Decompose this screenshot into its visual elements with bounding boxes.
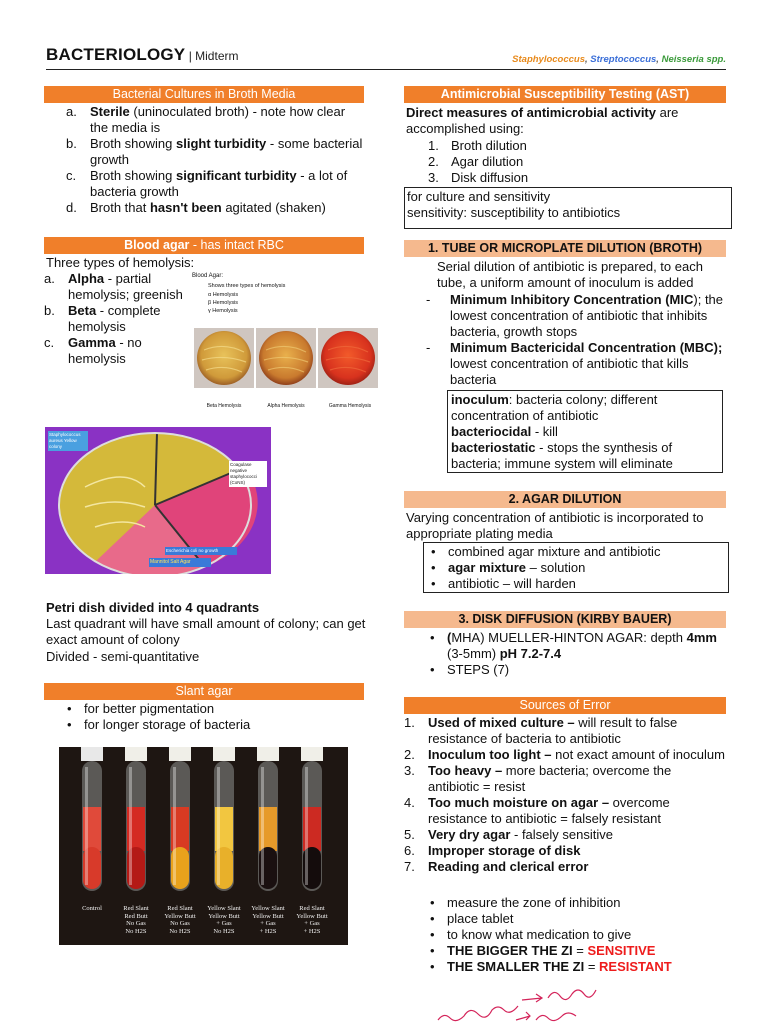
figure-type-alpha: α Hemolysis — [208, 292, 239, 298]
ast-lead-rest: are accomplished using: — [406, 105, 679, 136]
list-item — [404, 795, 726, 827]
list-marker: 1. — [404, 715, 415, 730]
list-item-0-text-0: Minimum Inhibitory Concentration (MIC — [450, 292, 694, 307]
list-item-2-text-0: antibiotic – will harden — [448, 576, 576, 591]
list-item-1-text-1: – solution — [526, 560, 586, 575]
tube-label-line: Yellow Butt — [164, 912, 196, 920]
list-item-1-text-1: not exact amount of inoculum — [551, 747, 725, 762]
note-line-1-text-1: - kill — [531, 424, 558, 439]
ast-note-box — [404, 187, 732, 229]
list-item-text: Broth dilution — [451, 138, 527, 153]
list-item — [426, 292, 728, 340]
tube-label-line: No H2S — [125, 927, 147, 935]
list-item-1-text-1: lowest concentration of antibiotic that kills bacteria — [450, 356, 689, 387]
list-marker: • — [430, 943, 435, 958]
list-marker: 7. — [404, 859, 415, 874]
list-item-4-text-2: RESISTANT — [599, 959, 672, 974]
list-marker: • — [67, 717, 72, 732]
note-line-1-text-0: bacteriocidal — [451, 424, 532, 439]
list-item-text: for better pigmentation — [84, 701, 215, 716]
ast-lead-bold: Direct measures of antimicrobial activity — [406, 105, 656, 120]
list-marker: 1. — [428, 138, 439, 153]
list-marker: • — [430, 927, 435, 942]
list-item — [404, 715, 726, 747]
disk-list — [423, 630, 729, 678]
list-item-1-text-0: Inoculum too light – — [428, 747, 552, 762]
caption-gamma: Gamma Hemolysis — [328, 403, 372, 409]
tube-0 — [81, 747, 103, 891]
list-marker: 2. — [404, 747, 415, 762]
list-item — [66, 136, 366, 168]
list-item — [424, 560, 728, 576]
slant-list — [60, 701, 360, 733]
note-line-2-text-1: - stops the synthesis of bacteria; immune system will eliminate — [451, 440, 673, 471]
error-sublist — [423, 895, 729, 975]
list-marker: c. — [66, 168, 77, 183]
page-header — [46, 47, 726, 69]
ast-heading: Antimicrobial Susceptibility Testing (AST) — [404, 86, 726, 103]
tube-label-line: + H2S — [303, 927, 321, 935]
label-msa: Mannitol Salt Agar — [149, 558, 211, 567]
error-list — [404, 715, 726, 875]
list-item-text: Agar dilution — [451, 154, 524, 169]
list-item-0-text-1: - partial hemolysis; greenish — [68, 271, 183, 302]
list-item-4-text-0: Very dry agar — [428, 827, 511, 842]
tube-label-line: + Gas — [216, 920, 232, 927]
list-item-0-text-1: MHA) MUELLER-HINTON AGAR: depth — [451, 630, 687, 645]
document-title: BACTERIOLOGY — [46, 45, 186, 64]
figure-desc: Shows three types of hemolysis — [208, 283, 286, 289]
list-item — [66, 104, 366, 136]
blood-agar-intro: Three types of hemolysis: — [46, 255, 195, 270]
list-item — [60, 717, 360, 733]
organism-2: Streptococcus — [590, 54, 657, 65]
tube-2 — [169, 747, 191, 891]
tube-label-line: Yellow Slant — [251, 905, 285, 912]
list-item — [423, 630, 729, 662]
list-item-3-text-1: hasn't been — [149, 200, 222, 215]
list-item — [423, 943, 729, 959]
tube-label-line: No H2S — [169, 927, 191, 935]
list-item — [404, 154, 704, 170]
list-item — [404, 827, 726, 843]
blood-agar-heading — [44, 237, 364, 254]
list-item-4-text-1: = — [584, 959, 600, 974]
tube-label-2 — [158, 905, 202, 935]
list-item-2-text-0: Too heavy – — [428, 763, 503, 778]
agar-box — [423, 542, 729, 593]
list-item-0-text-2: 4mm — [686, 630, 717, 645]
ast-lead — [406, 105, 724, 137]
tube-label-line: Control — [82, 905, 102, 912]
organism-4: Neisseria spp. — [661, 54, 726, 65]
petri-line-1: Last quadrant will have small amount of colony; can get exact amount of colony — [46, 616, 366, 647]
tube-intro: Serial dilution of antibiotic is prepared, to each tube, a uniform amount of inoculum is added — [437, 259, 703, 290]
ast-note-2: sensitivity: susceptibility to antibiotics — [407, 205, 621, 220]
ast-methods — [404, 138, 704, 186]
list-marker: - — [426, 340, 431, 355]
tube-label-line: Yellow Butt — [208, 912, 240, 920]
list-item-4-text-0: THE SMALLER THE ZI — [447, 959, 585, 974]
list-marker: • — [430, 895, 435, 910]
figure-type-gamma: γ Hemolysis — [208, 308, 238, 314]
list-item-1-text-1: - complete hemolysis — [68, 303, 161, 334]
tube-label-5 — [290, 905, 334, 935]
petri-line-2: Divided - semi-quantitative — [46, 649, 200, 664]
caption-alpha: Alpha Hemolysis — [267, 403, 305, 409]
list-item-2-text-1: - no hemolysis — [68, 335, 142, 366]
list-item-0-text-0: Sterile — [90, 104, 130, 119]
list-item-0-text-0: Alpha — [68, 271, 105, 286]
list-item-1-text-0: agar mixture — [448, 560, 527, 575]
list-item-0-text-1: (uninoculated broth) - note how clear the media is — [90, 104, 346, 135]
list-item — [66, 168, 366, 200]
list-marker: • — [67, 701, 72, 716]
list-item-1-text-2: - some bacterial growth — [90, 136, 363, 167]
list-marker: • — [430, 662, 435, 677]
list-item-1-text-0: STEPS (7) — [447, 662, 510, 677]
caption-beta: Beta Hemolysis — [206, 403, 242, 409]
tube-label-line: No Gas — [126, 920, 146, 927]
tube-label-line: No Gas — [170, 920, 190, 927]
note-line — [451, 392, 719, 424]
label-staph-aureus: Staphylococcus aureus Yellow colony — [48, 431, 88, 451]
list-item-0-text-0: Used of mixed culture – — [428, 715, 575, 730]
list-item-3-text-2: SENSITIVE — [587, 943, 656, 958]
document-subtitle: | Midterm — [185, 49, 239, 63]
list-marker: • — [431, 560, 436, 575]
list-item-2-text-1: significant turbidity — [176, 168, 297, 183]
list-item-1-text-0: Minimum Bactericidal Concentration (MBC); — [450, 340, 723, 355]
list-marker: • — [431, 576, 436, 591]
list-marker: c. — [44, 335, 55, 350]
note-line-0-text-1: : bacteria colony; different concentration of antibiotic — [451, 392, 658, 423]
tube-label-line: + Gas — [260, 920, 276, 927]
list-item-0-text-1: ); the lowest concentration of antibiotic that inhibits bacteria, growth stops — [450, 292, 724, 339]
list-marker: b. — [44, 303, 55, 318]
list-item-0-text-0: combined agar mixture and antibiotic — [448, 544, 661, 559]
tube-label-line: + Gas — [304, 920, 320, 927]
list-item-1-text-0: Beta — [68, 303, 97, 318]
organism-3: , — [656, 54, 662, 65]
label-ecoli: Escherichia coli no growth — [165, 547, 237, 555]
disk-diffusion-heading: 3. DISK DIFFUSION (KIRBY BAUER) — [404, 611, 726, 628]
tube-label-line: Red Butt — [124, 912, 148, 920]
list-item — [66, 200, 366, 216]
list-item-3-text-1: = — [572, 943, 588, 958]
list-item-4-text-1: - falsely sensitive — [510, 827, 613, 842]
tube-note-box — [447, 390, 723, 473]
list-item-text: for longer storage of bacteria — [84, 717, 251, 732]
list-marker: 2. — [428, 154, 439, 169]
list-item-2-text-0: Broth showing — [90, 168, 176, 183]
label-cons: Coagulase negative staphylococci (CoNS) — [229, 461, 267, 487]
list-item — [423, 911, 729, 927]
tube-label-line: No H2S — [213, 927, 235, 935]
list-marker: a. — [66, 104, 77, 119]
tube-list — [426, 292, 728, 388]
list-item — [423, 895, 729, 911]
list-item-1-text-0: Broth showing — [90, 136, 176, 151]
list-item-2-text-2: - a lot of bacteria growth — [90, 168, 348, 199]
list-item-text: Disk diffusion — [451, 170, 529, 185]
tube-label-0 — [70, 905, 114, 913]
list-item-2-text-0: Gamma — [68, 335, 116, 350]
blood-agar-heading-bold: Blood agar — [124, 238, 190, 252]
note-line-2-text-0: bacteriostatic — [451, 440, 536, 455]
tube-label-4 — [246, 905, 290, 935]
petri-heading: Petri dish divided into 4 quadrants — [46, 600, 260, 615]
list-item — [44, 303, 184, 335]
list-item-1-text-0: place tablet — [447, 911, 514, 926]
list-marker: 3. — [404, 763, 415, 778]
list-item-0-text-3: (3-5mm) — [447, 646, 500, 661]
list-item — [404, 170, 704, 186]
list-item — [404, 843, 726, 859]
organism-0: Staphylococcus — [512, 54, 586, 65]
list-marker: • — [431, 544, 436, 559]
list-item-0-text-1: will result to false resistance of bacteria to antibiotic — [428, 715, 678, 746]
tube-label-line: + H2S — [259, 927, 277, 935]
list-marker: 4. — [404, 795, 415, 810]
ast-note-1: for culture and sensitivity — [407, 189, 551, 204]
tube-label-3 — [202, 905, 246, 935]
list-item-0-text-0: ( — [447, 630, 452, 645]
note-line — [451, 424, 719, 440]
list-item — [60, 701, 360, 717]
list-item-0-text-4: pH 7.2-7.4 — [499, 646, 562, 661]
list-item-3-text-0: THE BIGGER THE ZI — [447, 943, 573, 958]
list-item-3-text-0: Too much moisture on agar – — [428, 795, 610, 810]
note-line — [451, 440, 719, 472]
tube-label-line: Red Slant — [167, 905, 193, 912]
list-marker: d. — [66, 200, 77, 215]
note-line-0-text-0: inoculum — [451, 392, 509, 407]
tube-label-line: Yellow Butt — [252, 912, 284, 920]
list-item — [423, 662, 729, 678]
list-marker: 5. — [404, 827, 415, 842]
list-marker: • — [430, 911, 435, 926]
list-marker: 3. — [428, 170, 439, 185]
blood-agar-figure — [190, 270, 382, 410]
hemolysis-list — [44, 271, 184, 367]
list-item-3-text-1: overcome resistance to antibiotic = falsely resistant — [428, 795, 670, 826]
list-item-2-text-0: to know what medication to give — [447, 927, 632, 942]
tube-4 — [257, 747, 279, 891]
list-item — [423, 959, 729, 975]
list-item-2-text-1: more bacteria; overcome the antibiotic = resist — [428, 763, 672, 794]
list-item — [44, 271, 184, 303]
list-item — [404, 747, 726, 763]
blood-agar-heading-rest: - has intact RBC — [189, 238, 284, 252]
figure-title: Blood Agar: — [192, 273, 224, 279]
list-marker: a. — [44, 271, 55, 286]
figure-type-beta: β Hemolysis — [208, 300, 239, 306]
mannitol-salt-agar-photo — [45, 427, 271, 574]
list-marker: • — [430, 959, 435, 974]
tube-label-line: Red Slant — [299, 905, 325, 912]
list-item — [44, 335, 184, 367]
list-item-3-text-0: Broth that — [90, 200, 150, 215]
list-item-5-text-0: Improper storage of disk — [428, 843, 581, 858]
tube-label-line: Yellow Slant — [207, 905, 241, 912]
list-item-1-text-1: slight turbidity — [176, 136, 267, 151]
list-marker: • — [430, 630, 435, 645]
list-marker: 6. — [404, 843, 415, 858]
tube-label-line: Yellow Butt — [296, 912, 328, 920]
organism-1: , — [585, 54, 591, 65]
sources-of-error-heading: Sources of Error — [404, 697, 726, 714]
tube-dilution-heading: 1. TUBE OR MICROPLATE DILUTION (BROTH) — [404, 240, 726, 257]
list-marker: - — [426, 292, 431, 307]
broth-list — [66, 104, 366, 216]
tsi-tubes-photo — [59, 747, 348, 945]
list-item-6-text-0: Reading and clerical error — [428, 859, 589, 874]
list-marker: b. — [66, 136, 77, 151]
tube-label-1 — [114, 905, 158, 935]
list-item — [404, 859, 726, 875]
list-item-3-text-2: agitated (shaken) — [221, 200, 326, 215]
list-item — [424, 576, 728, 592]
slant-agar-heading: Slant agar — [44, 683, 364, 700]
agar-dilution-heading: 2. AGAR DILUTION — [404, 491, 726, 508]
agar-intro: Varying concentration of antibiotic is incorporated to appropriate plating media — [406, 510, 704, 541]
broth-heading: Bacterial Cultures in Broth Media — [44, 86, 364, 103]
tube-3 — [213, 747, 235, 891]
list-item-0-text-0: measure the zone of inhibition — [447, 895, 621, 910]
tube-label-line: Red Slant — [123, 905, 149, 912]
list-item — [426, 340, 728, 388]
list-item — [404, 763, 726, 795]
list-item — [423, 927, 729, 943]
tube-5 — [301, 747, 323, 891]
list-item — [424, 544, 728, 560]
organisms-line — [512, 52, 726, 68]
header-rule — [46, 69, 726, 70]
tube-1 — [125, 747, 147, 891]
handwritten-note — [430, 976, 620, 1024]
list-item — [404, 138, 704, 154]
